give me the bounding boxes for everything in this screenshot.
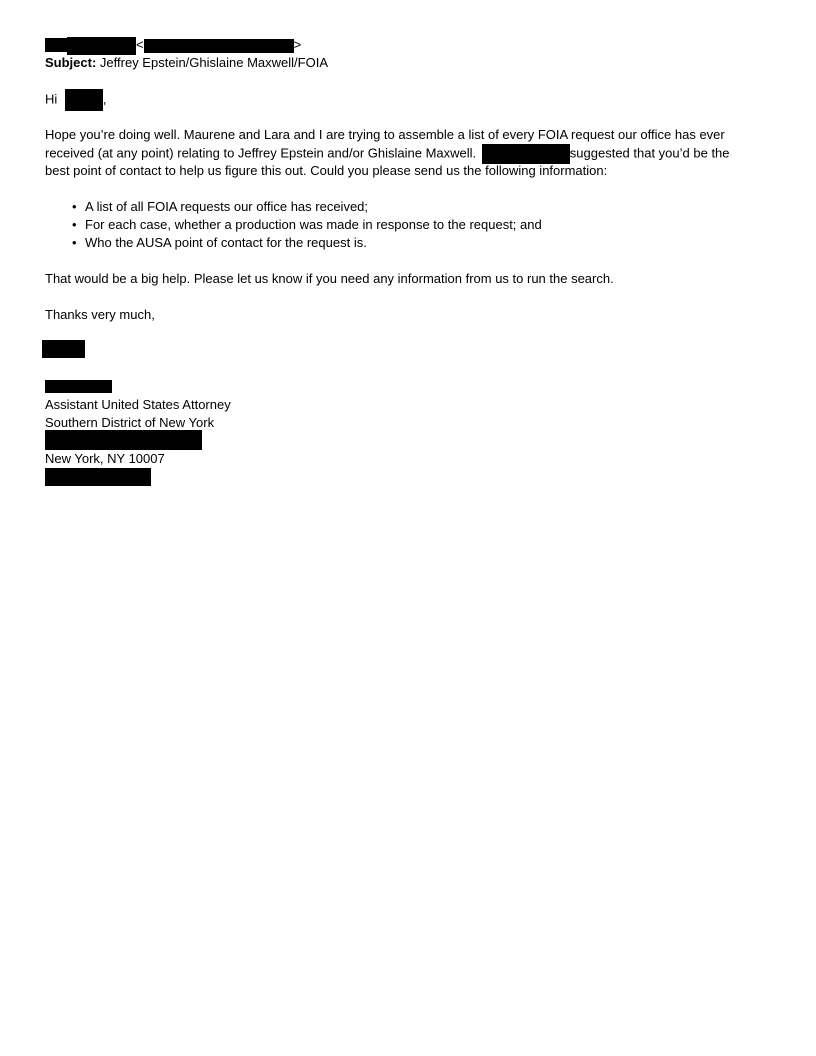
list-item xyxy=(72,234,542,252)
redaction-block xyxy=(65,89,103,111)
body-paragraph-line: That would be a big help. Please let us know if you need any information from us to run the search. xyxy=(45,271,614,286)
list-item-text: A list of all FOIA requests our office has received; xyxy=(85,199,369,214)
redaction-block xyxy=(144,39,294,53)
list-item-text: Who the AUSA point of contact for the request is. xyxy=(85,235,367,250)
body-paragraph-line xyxy=(45,144,730,164)
redaction-block xyxy=(45,430,202,450)
from-close-bracket: > xyxy=(293,37,302,52)
bullet-icon: • xyxy=(72,235,77,250)
greeting-line xyxy=(45,89,107,111)
signature-city: New York, NY 10007 xyxy=(45,451,165,466)
body-text: received (at any point) relating to Jeffrey Epstein and/or Ghislaine Maxwell. xyxy=(45,145,477,161)
from-open-bracket: < xyxy=(136,37,144,52)
request-list xyxy=(45,198,542,252)
list-item xyxy=(72,198,542,216)
redaction-block xyxy=(45,468,151,486)
body-text: suggested that you’d be the xyxy=(569,145,730,161)
greeting-prefix: Hi xyxy=(45,91,58,107)
redaction-block xyxy=(42,340,85,358)
closing-line: Thanks very much, xyxy=(45,307,155,322)
subject-line xyxy=(45,54,328,72)
bullet-icon: • xyxy=(72,199,77,214)
redaction-block xyxy=(482,144,570,164)
bullet-icon: • xyxy=(72,217,77,232)
list-item xyxy=(72,216,542,234)
body-paragraph-line: Hope you’re doing well. Maurene and Lara and I are trying to assemble a list of every FOIA request our office has ever xyxy=(45,127,725,142)
greeting-suffix: , xyxy=(102,91,107,107)
redaction-block xyxy=(45,38,67,52)
redaction-block xyxy=(45,380,112,393)
subject-label: Subject: xyxy=(45,55,97,70)
signature-office: Southern District of New York xyxy=(45,415,215,430)
from-line xyxy=(45,36,301,55)
signature-title: Assistant United States Attorney xyxy=(45,397,231,412)
list-item-text: For each case, whether a production was made in response to the request; and xyxy=(85,217,542,232)
body-paragraph-line: best point of contact to help us figure this out. Could you please send us the following information: xyxy=(45,163,608,178)
redaction-block xyxy=(67,37,136,55)
subject-value: Jeffrey Epstein/Ghislaine Maxwell/FOIA xyxy=(99,55,328,70)
